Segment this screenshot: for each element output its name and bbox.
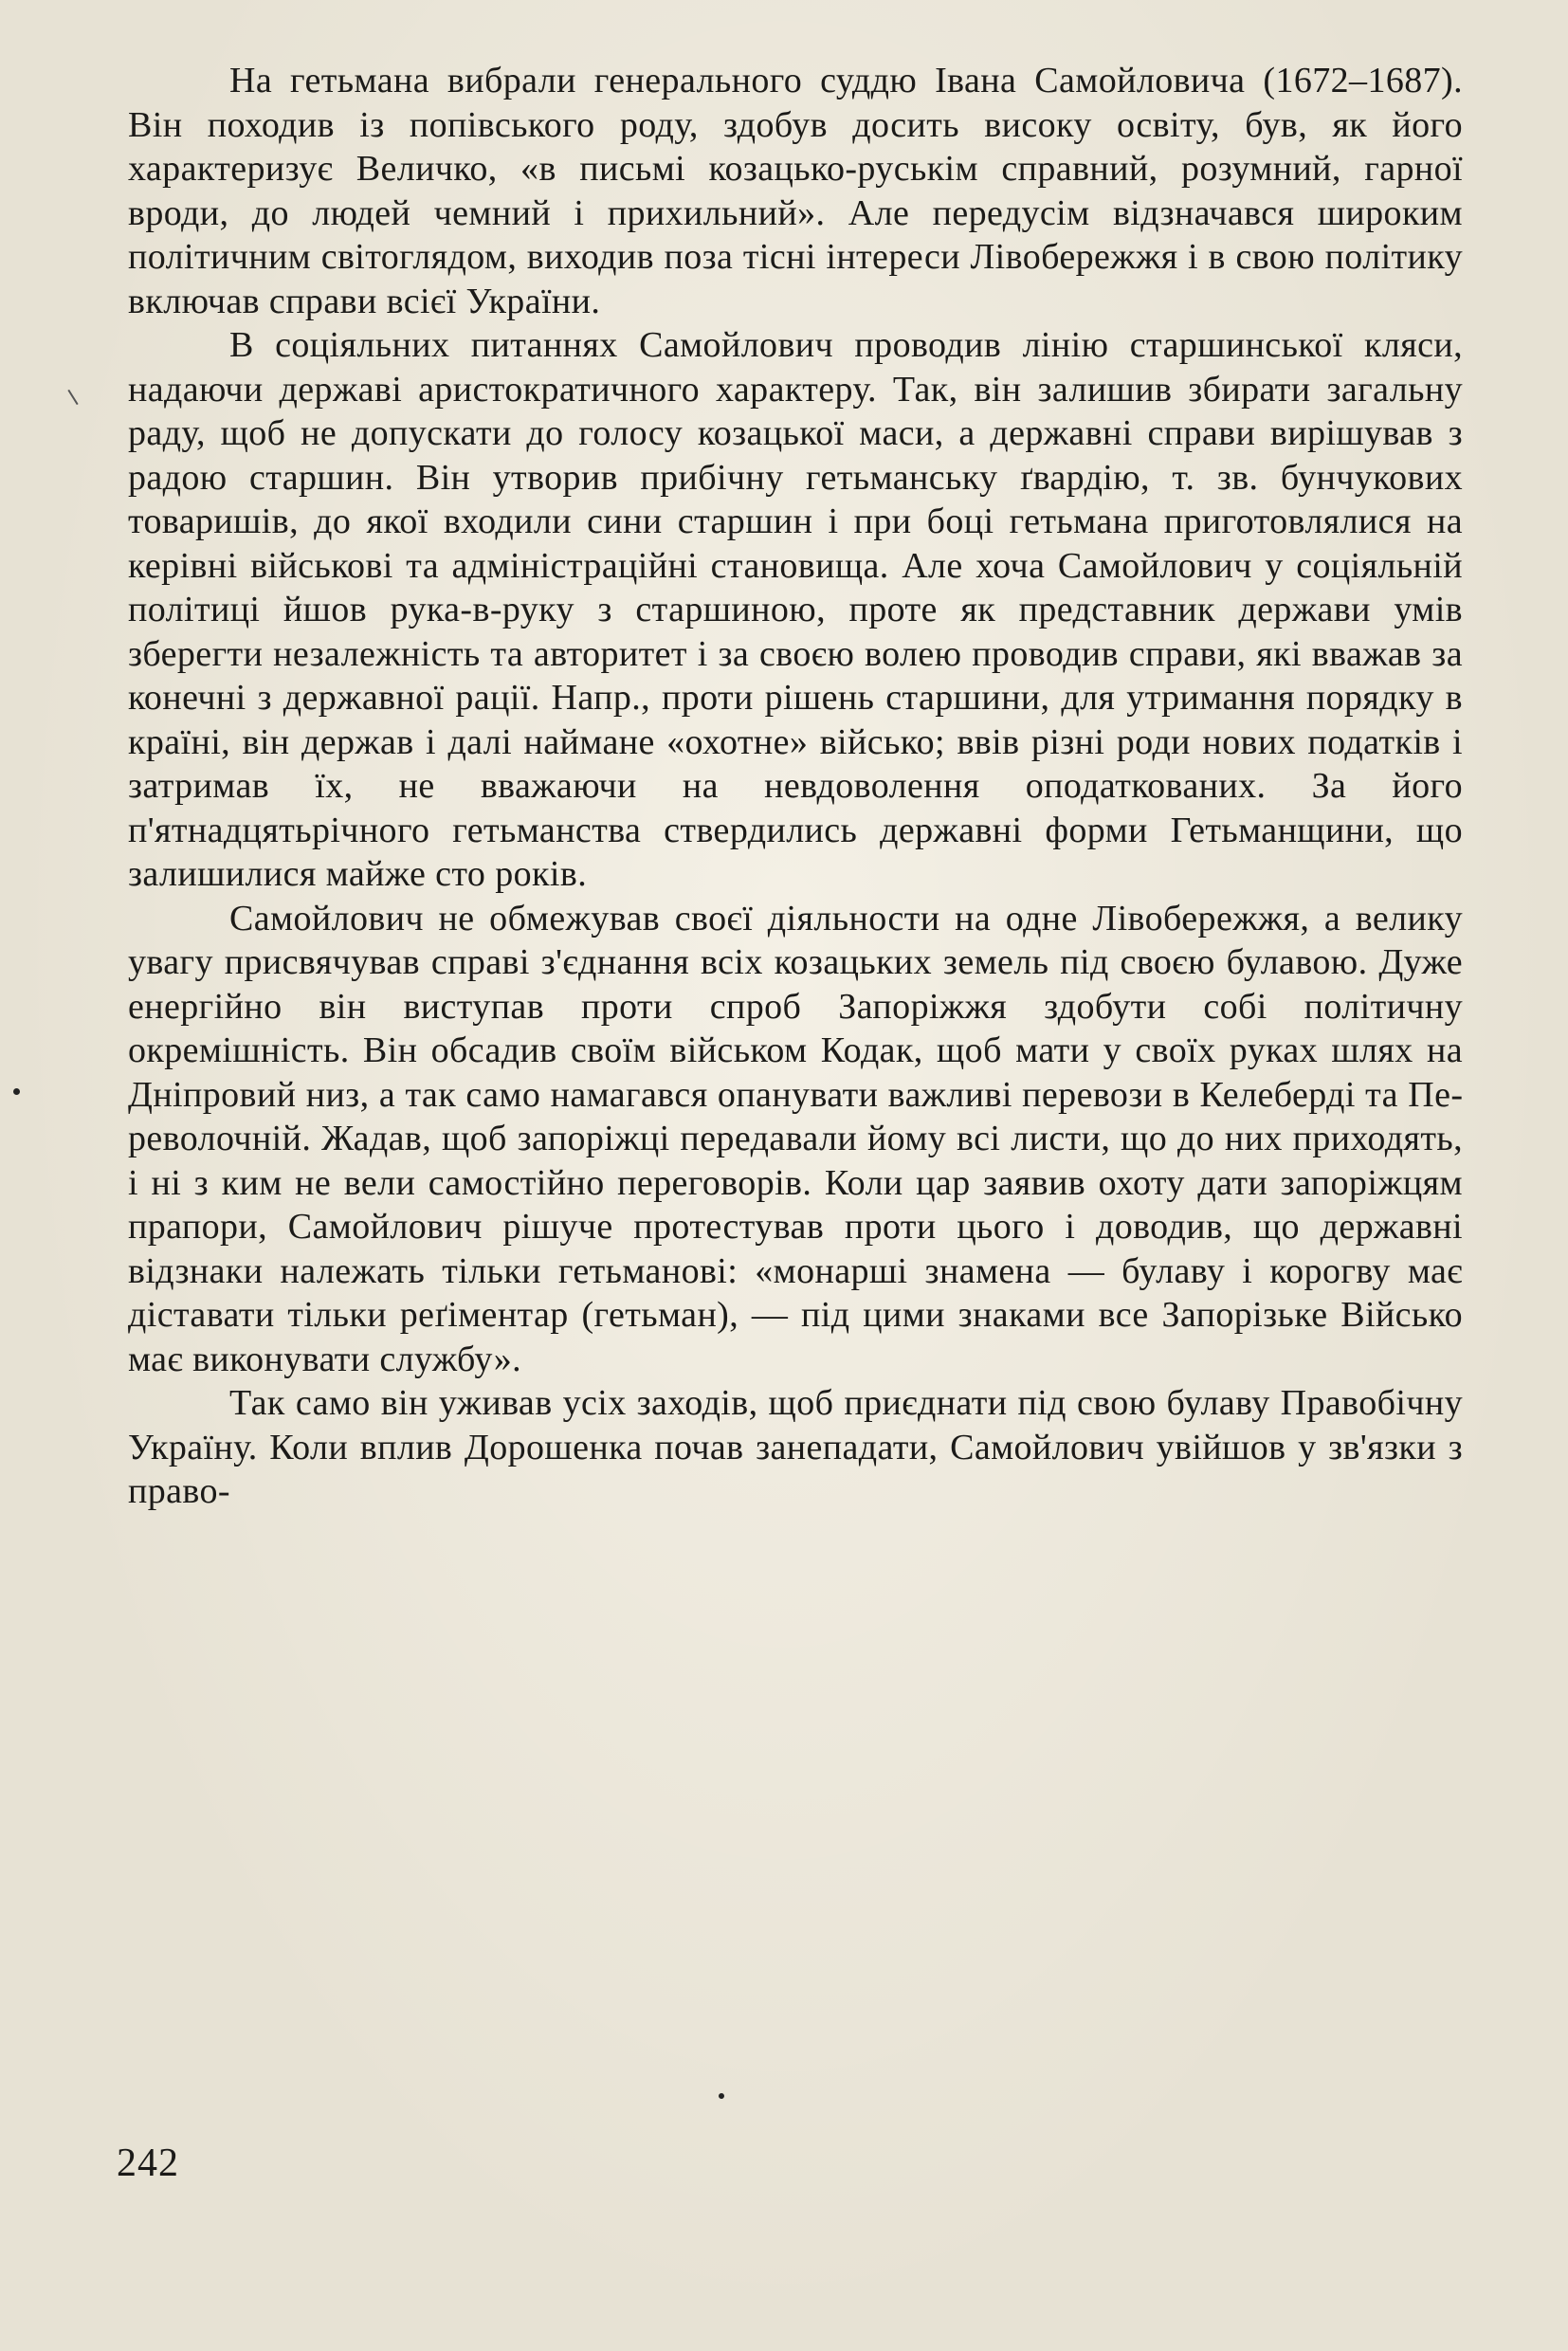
scan-mark: [67, 390, 78, 405]
body-text: [128, 59, 1463, 1514]
page-number: 242: [117, 2141, 179, 2185]
scan-speck: [719, 2093, 724, 2099]
paragraph-3: Самойлович не обмежував своєї діяльности на одне Лівобережжя, а велику увагу присвячував справі з'єднання всіх козацьких земель під своєю булавою. Дуже енергійно він виступав проти спроб Запоріжжя здобути собі політичну окремішність. Він обсадив своїм військом Кодак, щоб мати у своїх руках шлях на Дніпровий низ, а так само намагався опанувати важливі перевози в Келеберді та Переволочній. Жадав, щоб запоріжці передавали йому всі листи, що до них приходять, і ні з ким не вели самостійно переговорів. Коли цар заявив охоту дати запоріжцям прапори, Самойлович рішуче протестував проти цього і доводив, що державні відзнаки належать тільки гетьманові: «монарші знамена — булаву і корогву має діставати тільки реґіментар (гетьман), — під цими знаками все Запорізьке Військо має виконувати службу».: [128, 898, 1463, 1379]
scan-speck: [13, 1088, 20, 1095]
paragraph-2: В соціяльних питаннях Самойлович проводив лінію старшинської кляси, надаючи державі аристократичного характеру. Так, він залишив збирати загальну раду, щоб не допускати до голосу козацької маси, а державні справи вирішував з радою старшин. Він утворив прибічну гетьманську ґвардію, т. зв. бунчукових товаришів, до якої входили сини старшин і при боці гетьмана приготовлялися на керівні військові та адміністраційні становища. Але хоча Самойлович у соціяльній політиці йшов рука-в-руку з старшиною, проте як представник держави умів зберегти незалежність та авторитет і за своєю волею проводив справи, які вважав за конечні з державної рації. Напр., проти рішень старшини, для утримання порядку в країні, він держав і далі наймане «охотне» військо; ввів різні роди нових податків і затримав їх, не вважаючи на невдоволення оподаткованих. За його п'ятнадцятьрічного гетьманства ствердились державні форми Гетьманщини, що залишилися майже сто років.: [128, 325, 1463, 894]
paragraph-4: Так само він уживав усіх заходів, щоб приєднати під свою булаву Правобічну Україну. Коли вплив Дорошенка почав занепадати, Самойлович увійшов у зв'язки з право-: [128, 1383, 1463, 1511]
paragraph-1: На гетьмана вибрали генерального суддю Івана Самойловича (1672–1687). Він походив із попівського роду, здобув досить високу освіту, був, як його характеризує Величко, «в письмі козацько-руськім справний, розумний, гарної вроди, до людей чемний і прихильний». Але передусім відзначався широким політичним світоглядом, виходив поза тісні інтереси Лівобережжя і в свою політику включав справи всієї України.: [128, 61, 1463, 321]
